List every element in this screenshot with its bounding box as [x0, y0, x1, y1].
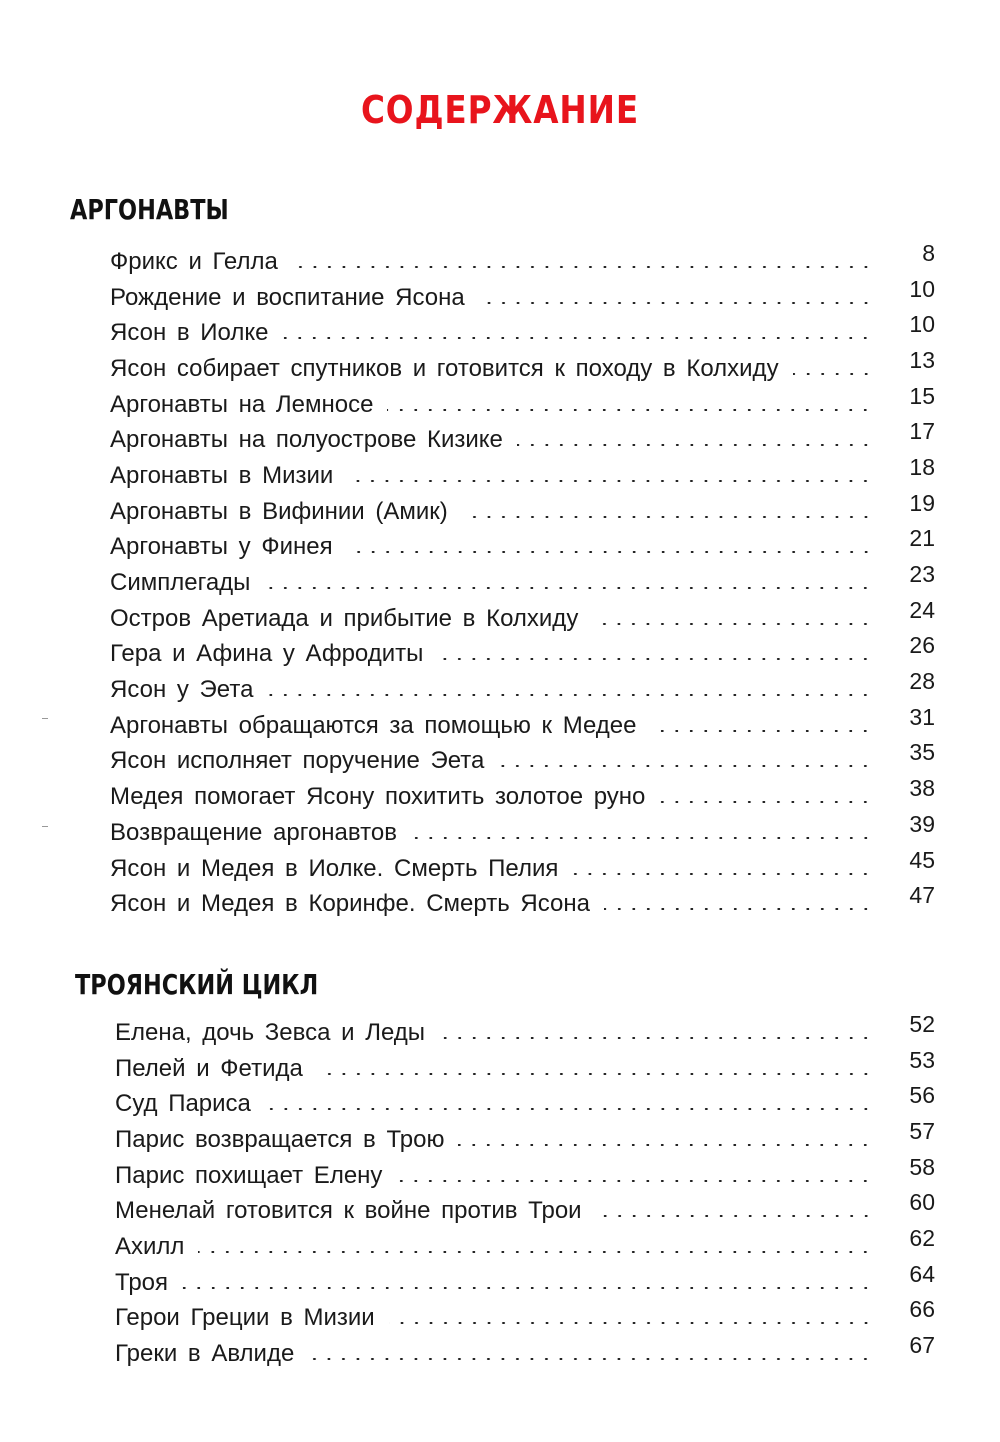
dot-leader — [387, 409, 873, 411]
page-title: СОДЕРЖАНИЕ — [360, 88, 640, 132]
toc-entry-page-number: 52 — [909, 1010, 935, 1037]
toc-entry[interactable] — [110, 561, 935, 601]
dot-leader — [411, 837, 873, 839]
dot-leader — [347, 480, 873, 482]
toc-entry-page-number: 13 — [909, 346, 935, 373]
dot-leader — [267, 694, 873, 696]
toc-entry[interactable] — [110, 525, 935, 566]
toc-entry-page-number: 60 — [909, 1189, 935, 1216]
toc-entry-page-number: 35 — [909, 739, 935, 766]
dot-leader — [659, 801, 873, 803]
section-heading-trojan-cycle: ТРОЯНСКИЙ ЦИКЛ — [75, 968, 319, 1001]
toc-entry-title: Медея помогает Ясону похитить золотое руно — [110, 783, 646, 811]
dot-leader — [650, 730, 873, 732]
dot-leader — [604, 908, 873, 910]
toc-entry-title: Менелай готовится к войне против Трои — [115, 1197, 582, 1225]
toc-entry-title: Пелей и Фетида — [115, 1054, 303, 1082]
toc-entry-page-number: 64 — [909, 1260, 935, 1287]
margin-mark — [42, 718, 48, 719]
dot-leader — [498, 765, 873, 767]
toc-entry[interactable] — [110, 632, 935, 673]
toc-entry-title: Ясон и Медея в Иолке. Смерть Пелия — [110, 854, 559, 882]
toc-entry-page-number: 15 — [909, 382, 935, 409]
dot-leader — [596, 1215, 873, 1217]
toc-entry-page-number: 8 — [922, 239, 935, 266]
toc-entry-page-number: 24 — [909, 596, 935, 623]
toc-entry[interactable] — [115, 1332, 935, 1372]
toc-entry-page-number: 28 — [909, 668, 935, 695]
toc-entry-page-number: 67 — [909, 1332, 935, 1359]
toc-entry-title: Возвращение аргонавтов — [110, 818, 397, 846]
toc-entry-page-number: 58 — [909, 1153, 935, 1180]
toc-entry[interactable] — [115, 1046, 935, 1087]
toc-entry-title: Греки в Авлиде — [115, 1340, 295, 1368]
dot-leader — [182, 1287, 873, 1289]
toc-entry-title: Герои Греции в Мизии — [115, 1304, 375, 1332]
toc-entry[interactable] — [115, 1117, 935, 1158]
dot-leader — [347, 551, 873, 553]
toc-entry[interactable] — [110, 239, 935, 280]
dot-leader — [462, 516, 873, 518]
toc-entry-title: Аргонавты на Лемносе — [110, 390, 374, 418]
toc-list-trojan-cycle — [115, 1010, 935, 1372]
dot-leader — [479, 302, 873, 304]
toc-entry-page-number: 23 — [909, 561, 935, 588]
toc-entry-page-number: 10 — [909, 275, 935, 302]
dot-leader — [317, 1073, 873, 1075]
toc-entry-page-number: 19 — [909, 489, 935, 516]
toc-entry-title: Фрикс и Гелла — [110, 247, 278, 275]
toc-entry-title: Троя — [115, 1268, 169, 1296]
toc-entry-title: Остров Аретиада и прибытие в Колхиду — [110, 604, 579, 632]
toc-entry-title: Парис похищает Елену — [115, 1161, 383, 1189]
toc-entry-title: Ясон исполняет поручение Эета — [110, 747, 485, 775]
toc-entry-title: Рождение и воспитание Ясона — [110, 283, 465, 311]
dot-leader — [572, 873, 873, 875]
toc-entry[interactable] — [110, 668, 935, 708]
toc-entry-page-number: 66 — [909, 1296, 935, 1323]
dot-leader — [437, 658, 873, 660]
toc-entry-page-number: 38 — [909, 775, 935, 802]
toc-entry-title: Ясон собирает спутников и готовится к походу в Колхиду — [110, 354, 779, 382]
toc-entry[interactable] — [110, 810, 935, 851]
toc-entry-page-number: 57 — [909, 1117, 935, 1144]
toc-entry-title: Ясон в Иолке — [110, 319, 269, 347]
dot-leader — [592, 623, 873, 625]
section-heading-argonauts: АРГОНАВТЫ — [70, 193, 229, 226]
toc-entry-title: Парис возвращается в Трою — [115, 1125, 445, 1153]
toc-entry-page-number: 21 — [909, 525, 935, 552]
toc-entry[interactable] — [115, 1224, 935, 1265]
toc-entry-title: Аргонавты у Финея — [110, 533, 333, 561]
toc-entry[interactable] — [110, 418, 935, 458]
toc-entry[interactable] — [110, 739, 935, 780]
dot-leader — [292, 266, 873, 268]
toc-entry[interactable] — [110, 311, 935, 351]
toc-entry-page-number: 17 — [909, 418, 935, 445]
toc-entry[interactable] — [115, 1153, 935, 1194]
toc-list-argonauts — [110, 239, 935, 922]
toc-entry[interactable] — [115, 1010, 935, 1051]
dot-leader — [458, 1144, 873, 1146]
toc-entry-title: Аргонавты в Вифинии (Амик) — [110, 497, 448, 525]
toc-entry-page-number: 10 — [909, 311, 935, 338]
toc-entry-title: Симплегады — [110, 569, 251, 597]
toc-entry[interactable] — [115, 1260, 935, 1301]
toc-entry[interactable] — [110, 703, 935, 744]
dot-leader — [793, 373, 873, 375]
dot-leader — [396, 1180, 873, 1182]
dot-leader — [308, 1358, 873, 1360]
toc-entry-page-number: 47 — [909, 882, 935, 909]
toc-entry-title: Ахилл — [115, 1232, 185, 1260]
toc-entry-title: Ясон и Медея в Коринфе. Смерть Ясона — [110, 890, 590, 918]
dot-leader — [282, 337, 873, 339]
toc-entry-title: Суд Париса — [115, 1090, 251, 1118]
toc-entry-page-number: 39 — [909, 810, 935, 837]
toc-entry[interactable] — [110, 775, 935, 815]
dot-leader — [439, 1037, 873, 1039]
toc-entry-title: Аргонавты в Мизии — [110, 461, 334, 489]
toc-entry[interactable] — [110, 275, 935, 316]
toc-entry[interactable] — [110, 846, 935, 887]
dot-leader — [264, 587, 873, 589]
toc-entry-page-number: 53 — [909, 1046, 935, 1073]
toc-entry-page-number: 31 — [909, 703, 935, 730]
toc-entry-page-number: 18 — [909, 453, 935, 480]
toc-entry[interactable] — [115, 1296, 935, 1337]
toc-entry[interactable] — [115, 1082, 935, 1122]
toc-entry[interactable] — [115, 1189, 935, 1229]
toc-entry[interactable] — [110, 453, 935, 494]
toc-entry[interactable] — [110, 489, 935, 530]
toc-entry-page-number: 26 — [909, 632, 935, 659]
toc-entry[interactable] — [110, 882, 935, 922]
toc-entry[interactable] — [110, 346, 935, 387]
toc-entry-title: Елена, дочь Зевса и Леды — [115, 1018, 426, 1046]
toc-entry-title: Гера и Афина у Афродиты — [110, 640, 424, 668]
toc-entry-page-number: 45 — [909, 846, 935, 873]
toc-entry-title: Ясон у Эета — [110, 676, 254, 704]
toc-entry-title: Аргонавты обращаются за помощью к Медее — [110, 711, 637, 739]
toc-entry[interactable] — [110, 596, 935, 637]
dot-leader — [265, 1108, 873, 1110]
toc-entry[interactable] — [110, 382, 935, 423]
dot-leader — [198, 1251, 873, 1253]
toc-entry-page-number: 56 — [909, 1082, 935, 1109]
toc-entry-title: Аргонавты на полуострове Кизике — [110, 426, 503, 454]
dot-leader — [517, 444, 873, 446]
toc-entry-page-number: 62 — [909, 1224, 935, 1251]
dot-leader — [389, 1322, 873, 1324]
margin-mark — [42, 826, 48, 827]
